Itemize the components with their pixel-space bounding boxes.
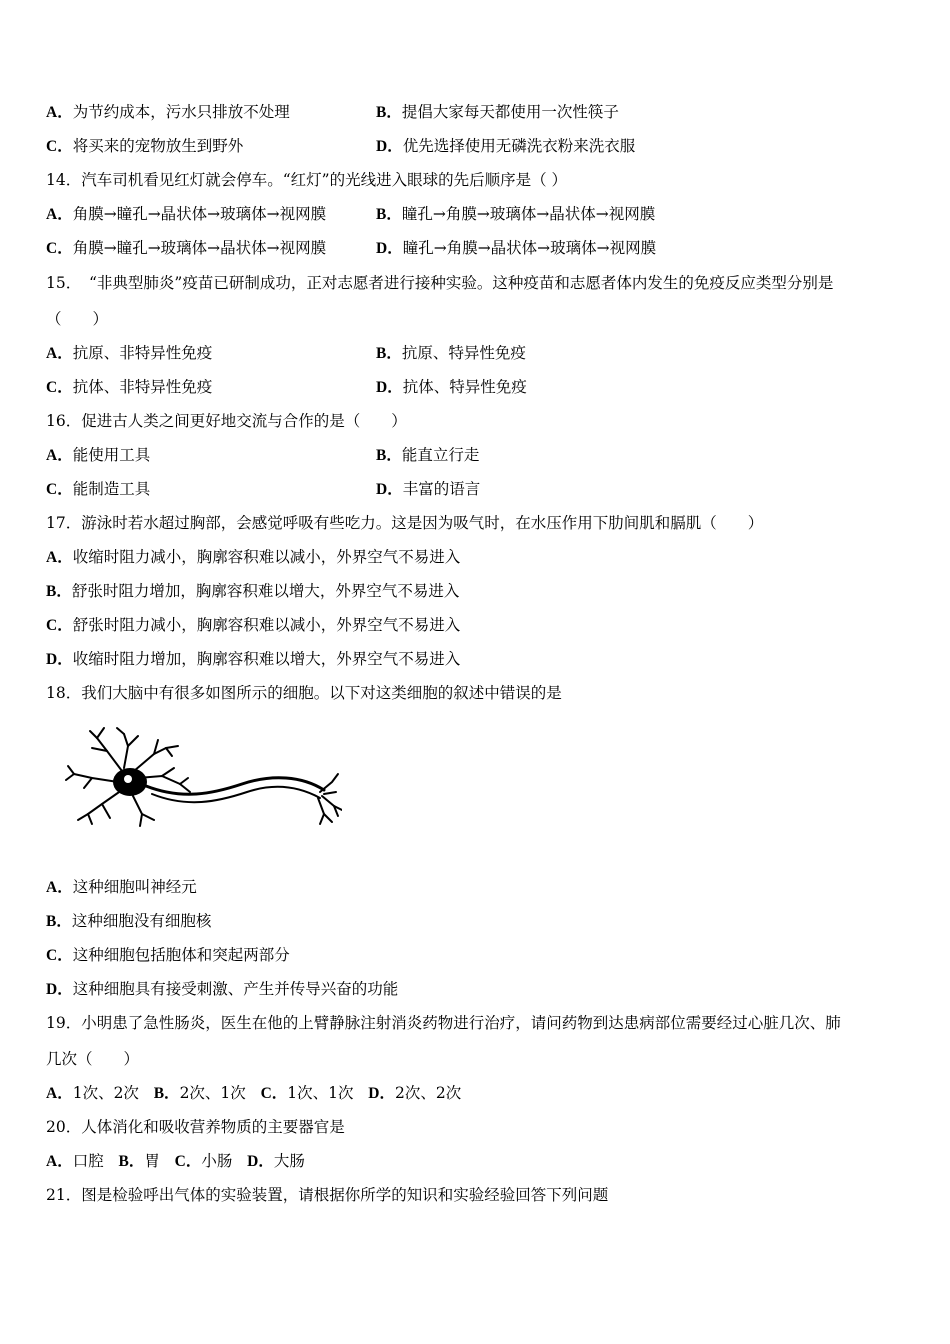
option-label: B．: [46, 583, 72, 600]
q16-option-a: [46, 445, 150, 466]
option-label: B．: [376, 345, 402, 362]
option-label: C．: [46, 138, 73, 155]
option-text: 收缩时阻力减小，胸廓容积难以减小，外界空气不易进入: [72, 548, 461, 566]
option-label: A．: [46, 1153, 73, 1170]
option-text: 瞳孔→角膜→玻璃体→晶状体→视网膜: [401, 205, 656, 223]
option-text: 这种细胞包括胞体和突起两部分: [72, 946, 290, 964]
q17-option-b: [46, 581, 459, 602]
option-text: 2次、1次: [179, 1084, 246, 1102]
q15-stem: 15． “非典型肺炎”疫苗已研制成功，正对志愿者进行接种实验。这种疫苗和志愿者体内发生的免疫反应类型分别是: [46, 274, 834, 292]
option-text: 舒张时阻力减小，胸廓容积难以减小，外界空气不易进入: [72, 616, 461, 634]
q13-option-d: [376, 136, 635, 157]
option-text: 这种细胞叫神经元: [72, 878, 197, 896]
option-label: C．: [46, 240, 73, 257]
option-label: C．: [46, 617, 73, 634]
q16-option-b: [376, 445, 479, 466]
option-label: D．: [46, 651, 73, 668]
option-text: 抗原、非特异性免疫: [72, 344, 213, 362]
option-text: 1次、2次: [72, 1084, 139, 1102]
q14-option-d: [376, 238, 656, 259]
q18-option-c: [46, 945, 290, 966]
option-label: B．: [118, 1153, 145, 1170]
q17-stem: 17．游泳时若水超过胸部，会感觉呼吸有些吃力。这是因为吸气时，在水压作用下肋间肌和膈肌（ ）: [46, 514, 764, 532]
option-label: D．: [376, 138, 403, 155]
option-text: 这种细胞具有接受刺激、产生并传导兴奋的功能: [72, 980, 399, 998]
option-label: D．: [376, 481, 403, 498]
option-label: A．: [46, 1085, 73, 1102]
q18-option-d: [46, 979, 398, 1000]
option-text: 小肠: [201, 1152, 233, 1170]
q13-option-c: [46, 136, 243, 157]
option-label: C．: [174, 1153, 202, 1170]
option-label: B．: [376, 206, 402, 223]
option-label: A．: [46, 104, 73, 121]
option-text: 能使用工具: [72, 446, 151, 464]
q16-stem: 16．促进古人类之间更好地交流与合作的是（ ）: [46, 412, 407, 430]
option-label: C．: [46, 379, 73, 396]
q15-option-d: [376, 377, 527, 398]
option-text: 能直立行走: [401, 446, 480, 464]
q15-option-c: [46, 377, 212, 398]
q20-options: [46, 1151, 305, 1172]
option-label: B．: [46, 913, 72, 930]
option-text: 抗体、特异性免疫: [402, 378, 527, 396]
q13-option-b: [376, 102, 619, 123]
option-label: D．: [376, 379, 403, 396]
option-label: B．: [376, 104, 402, 121]
q14-stem: 14．汽车司机看见红灯就会停车。“红灯”的光线进入眼球的先后顺序是（ ）: [46, 171, 568, 189]
option-label: D．: [368, 1085, 395, 1102]
q16-option-d: [376, 479, 480, 500]
option-label: C．: [46, 481, 73, 498]
option-text: 角膜→瞳孔→晶状体→玻璃体→视网膜: [72, 205, 327, 223]
q16-option-c: [46, 479, 150, 500]
q14-option-c: [46, 238, 326, 259]
q19-options: [46, 1083, 461, 1104]
option-text: 丰富的语言: [402, 480, 481, 498]
option-label: A．: [46, 549, 73, 566]
q19-stem: 19．小明患了急性肠炎，医生在他的上臂静脉注射消炎药物进行治疗，请问药物到达患病部位需要经过心脏几次、肺: [46, 1014, 841, 1032]
q14-option-a: [46, 204, 326, 225]
option-text: 舒张时阻力增加，胸廓容积难以增大，外界空气不易进入: [71, 582, 460, 600]
q20-stem: 20．人体消化和吸收营养物质的主要器官是: [46, 1118, 345, 1136]
option-label: C．: [46, 947, 73, 964]
option-text: 角膜→瞳孔→玻璃体→晶状体→视网膜: [72, 239, 327, 257]
neuron-illustration: [62, 726, 342, 846]
q14-option-b: [376, 204, 655, 225]
option-label: A．: [46, 206, 73, 223]
option-label: B．: [376, 447, 402, 464]
q18-stem: 18．我们大脑中有很多如图所示的细胞。以下对这类细胞的叙述中错误的是: [46, 684, 562, 702]
q15-option-a: [46, 343, 212, 364]
option-label: D．: [46, 981, 73, 998]
option-text: 收缩时阻力增加，胸廓容积难以增大，外界空气不易进入: [72, 650, 461, 668]
option-label: A．: [46, 879, 73, 896]
option-text: 能制造工具: [72, 480, 151, 498]
option-text: 抗体、非特异性免疫: [72, 378, 213, 396]
q17-option-d: [46, 649, 460, 670]
q18-option-b: [46, 911, 211, 932]
option-text: 优先选择使用无磷洗衣粉来洗衣服: [402, 137, 636, 155]
option-text: 这种细胞没有细胞核: [71, 912, 212, 930]
q19-stem-cont: 几次（ ）: [46, 1050, 140, 1068]
option-text: 瞳孔→角膜→晶状体→玻璃体→视网膜: [402, 239, 657, 257]
q18-option-a: [46, 877, 197, 898]
q15-stem-cont: （ ）: [46, 310, 109, 328]
q17-option-a: [46, 547, 460, 568]
option-text: 口腔: [72, 1152, 104, 1170]
q17-option-c: [46, 615, 460, 636]
option-label: C．: [260, 1085, 288, 1102]
option-label: B．: [153, 1085, 180, 1102]
option-label: D．: [376, 240, 403, 257]
option-text: 2次、2次: [395, 1084, 462, 1102]
option-text: 胃: [144, 1152, 160, 1170]
option-text: 大肠: [273, 1152, 305, 1170]
option-text: 为节约成本，污水只排放不处理: [72, 103, 290, 121]
option-text: 将买来的宠物放生到野外: [72, 137, 244, 155]
option-label: A．: [46, 447, 73, 464]
option-label: D．: [247, 1153, 274, 1170]
option-text: 提倡大家每天都使用一次性筷子: [401, 103, 619, 121]
q21-stem: 21．图是检验呼出气体的实验装置，请根据你所学的知识和实验经验回答下列问题: [46, 1186, 609, 1204]
option-label: A．: [46, 345, 73, 362]
option-text: 抗原、特异性免疫: [401, 344, 526, 362]
option-text: 1次、1次: [287, 1084, 354, 1102]
q15-option-b: [376, 343, 526, 364]
q13-option-a: [46, 102, 290, 123]
